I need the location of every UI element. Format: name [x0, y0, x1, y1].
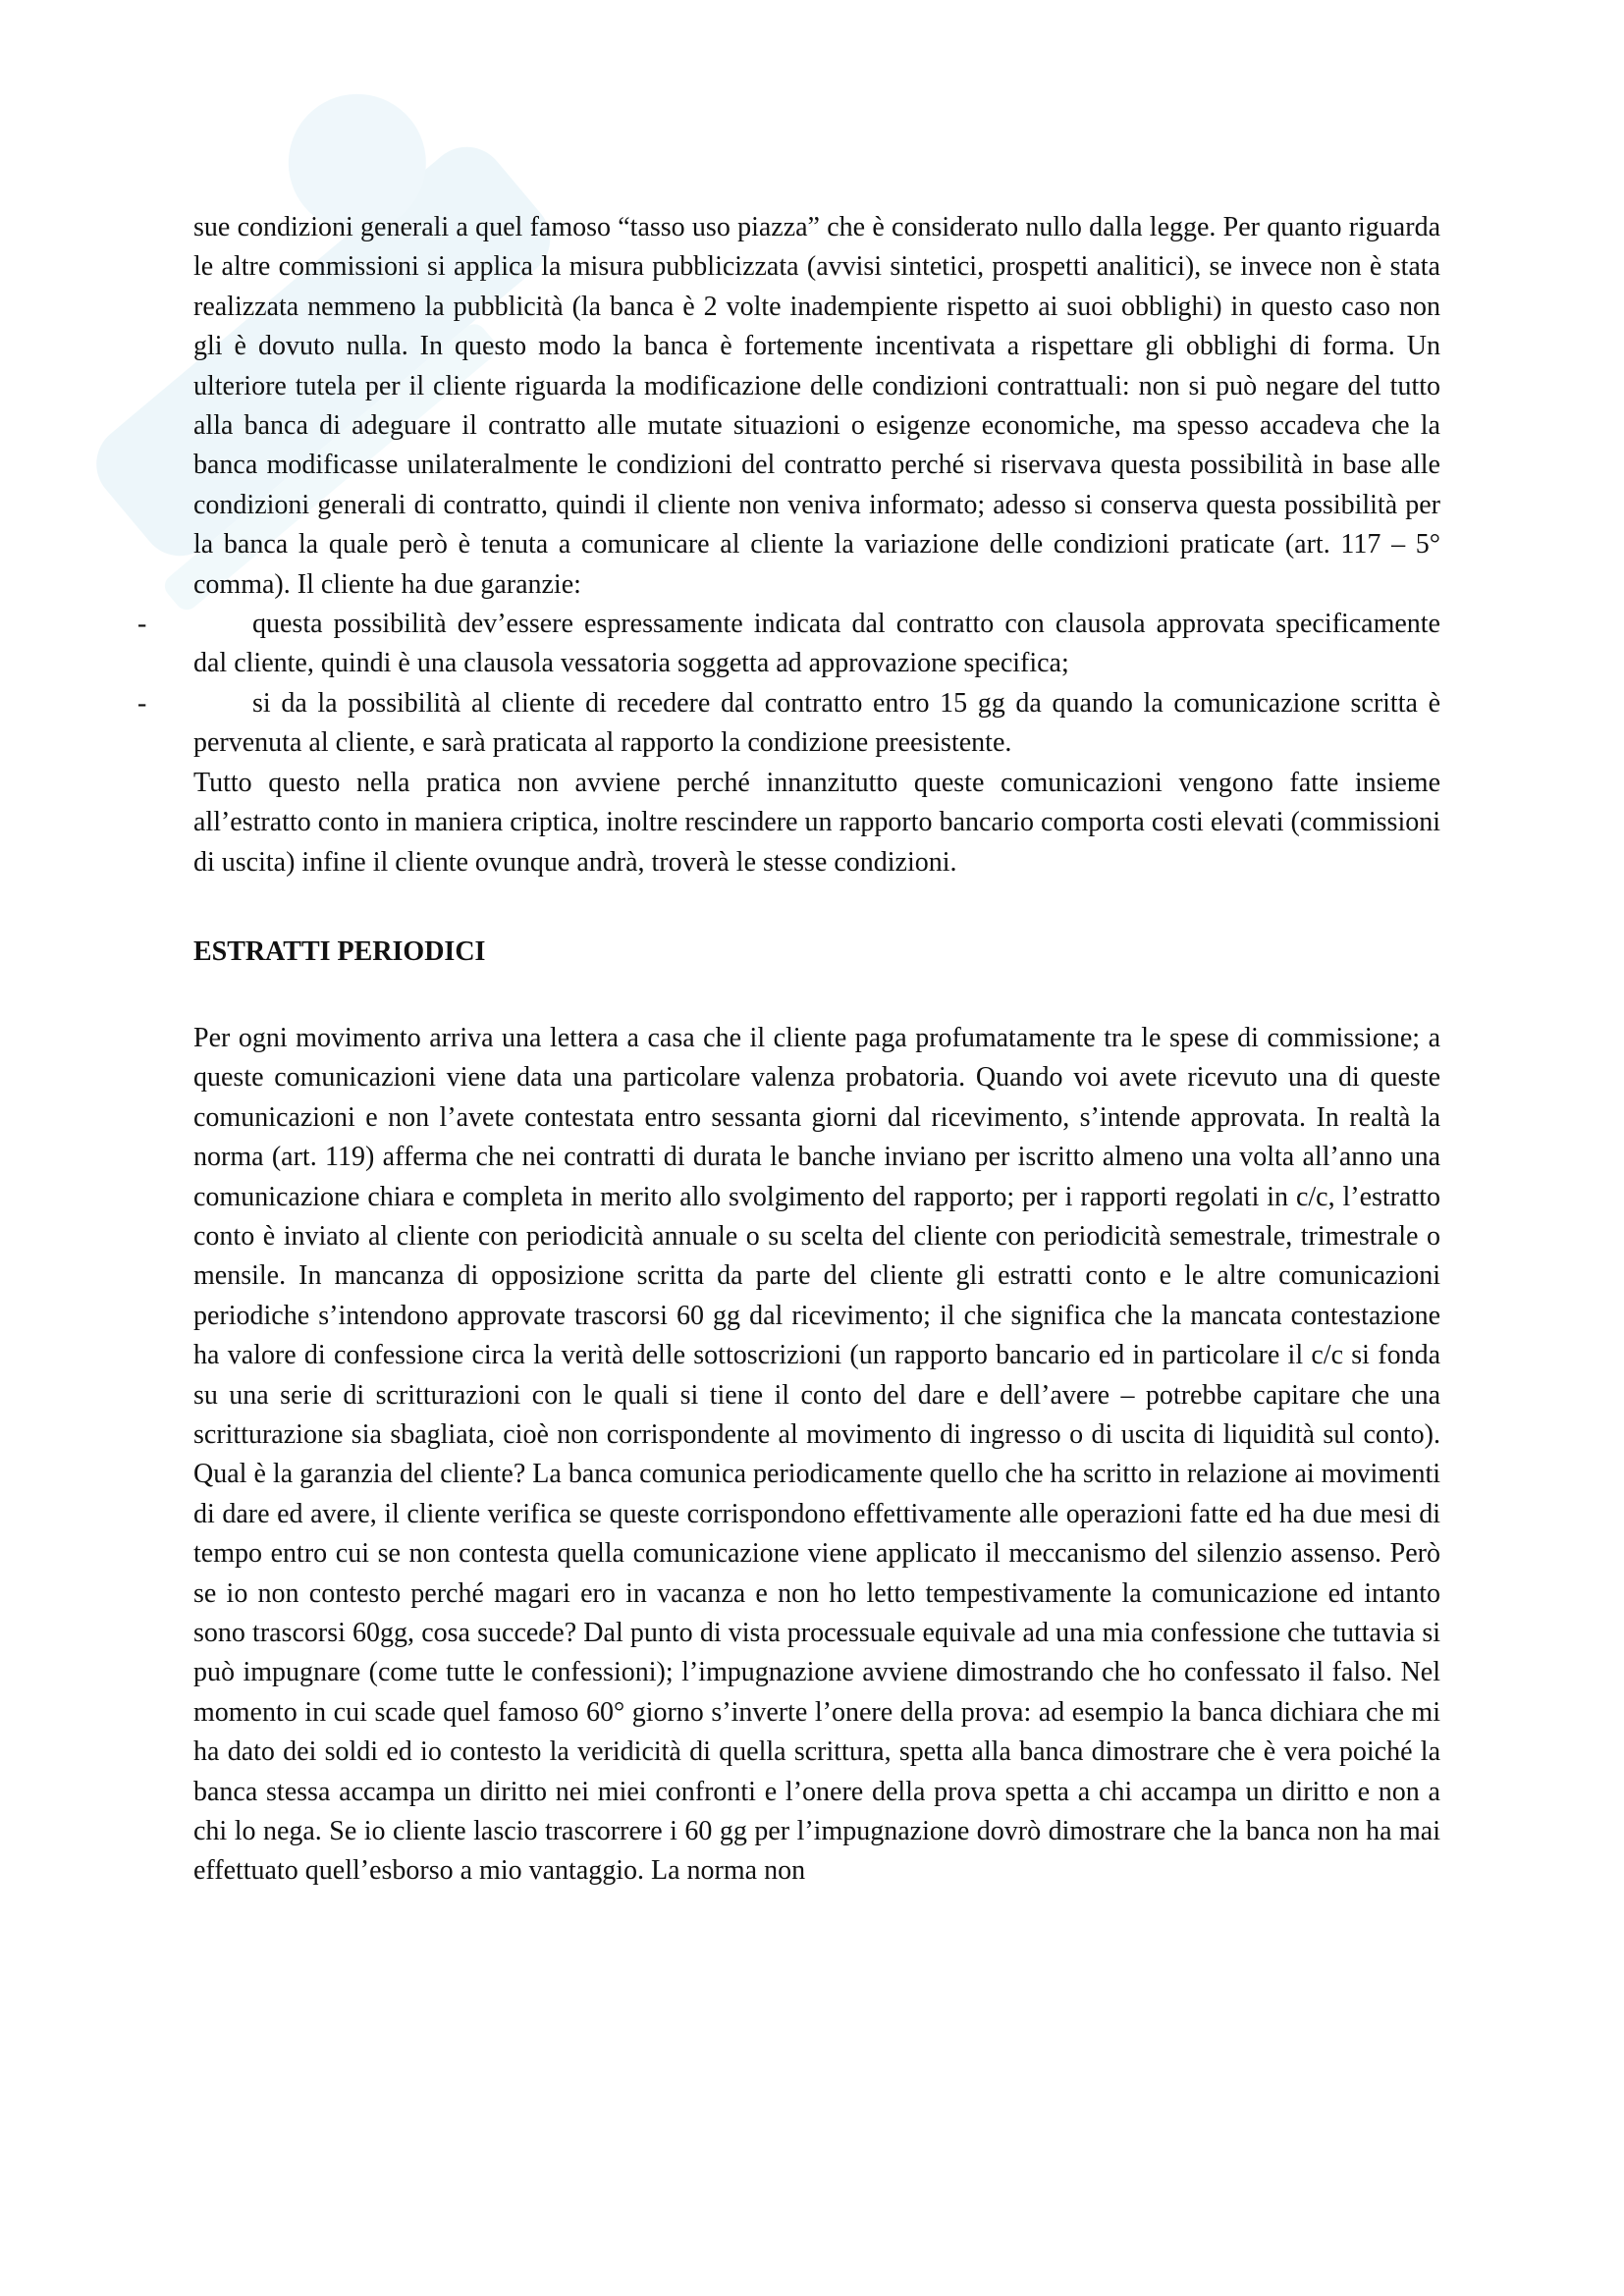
list-bullet: - — [137, 687, 147, 719]
list-item-text: questa possibilità dev’essere espressamente indicata dal contratto con clausola approvata specificamente dal cliente, quindi è una clausola vessatoria soggetta ad approvazione specifica; — [193, 609, 1440, 679]
paragraph-estratti: Per ogni movimento arriva una lettera a casa che il cliente paga profumatamente tra le spese di commissione; a queste comunicazioni viene data una particolare valenza probatoria. Quando voi avete ricevuto una di queste comunicazioni e non l’avete contestata entro sessanta giorni dal ricevimento, s’intende approvata. In realtà la norma (art. 119) afferma che nei contratti di durata le banche inviano per iscritto almeno una volta all’anno una comunicazione chiara e completa in merito allo svolgimento del rapporto; per i rapporti regolati in c/c, l’estratto conto è inviato al cliente con periodicità annuale o su scelta del cliente con periodicità semestrale, trimestrale o mensile. In mancanza di opposizione scritta da parte del cliente gli estratti conto e le altre comunicazioni periodiche s’intendono approvate trascorsi 60 gg dal ricevimento; il che significa che la mancata contestazione ha valore di confessione circa la verità delle sottoscrizioni (un rapporto bancario ed in particolare il c/c si fonda su una serie di scritturazioni con le quali si tiene il conto del dare e dell’avere – potrebbe capitare che una scritturazione sia sbagliata, cioè non corrispondente al movimento di ingresso o di uscita di liquidità sul conto). Qual è la garanzia del cliente? La banca comunica periodicamente quello che ha scritto in relazione ai movimenti di dare ed avere, il cliente verifica se queste corrispondono effettivamente alle operazioni fatte ed ha due mesi di tempo entro cui se non contesta quella comunicazione viene applicato il meccanismo del silenzio assenso. Però se io non contesto perché magari ero in vacanza e non ho letto tempestivamente la comunicazione ed intanto sono trascorsi 60gg, cosa succede? Dal punto di vista processuale equivale ad una mia confessione che tuttavia si può impugnare (come tutte le confessioni); l’impugnazione avviene dimostrando che ho confessato il falso. Nel momento in cui scade quel famoso 60° giorno s’inverte l’onere della prova: ad esempio la banca dichiara che mi ha dato dei soldi ed io contesto la veridicità di quella scrittura, spetta alla banca dimostrare che è vera poiché la banca stessa accampa un diritto nei miei confronti e l’onere della prova spetta a chi accampa un diritto e non a chi lo nega. Se io cliente lascio trascorrere i 60 gg per l’impugnazione dovrò dimostrare che la banca non ha mai effettuato quell’esborso a mio vantaggio. La norma non — [193, 1022, 1440, 1887]
list-item — [137, 605, 1440, 684]
list-bullet: - — [137, 609, 147, 640]
list-item — [137, 684, 1440, 764]
document-page — [137, 208, 1440, 1892]
list-item-text: si da la possibilità al cliente di recedere dal contratto entro 15 gg da quando la comunicazione scritta è pervenuta al cliente, e sarà praticata al rapporto la condizione preesistente. — [193, 687, 1440, 759]
section-heading: ESTRATTI PERIODICI — [193, 935, 486, 967]
guarantees-list — [137, 605, 1440, 764]
paragraph-intro: sue condizioni generali a quel famoso “tasso uso piazza” che è considerato nullo dalla legge. Per quanto riguarda le altre commissioni si applica la misura pubblicizzata (avvisi sintetici, prospetti analitici), se invece non è stata realizzata nemmeno la pubblicità (la banca è 2 volte inadempiente rispetto ai suoi obblighi) in questo caso non gli è dovuto nulla. In questo modo la banca è fortemente incentivata a rispettare gli obblighi di forma. Un ulteriore tutela per il cliente riguarda la modificazione delle condizioni contrattuali: non si può negare del tutto alla banca di adeguare il contratto alle mutate situazioni o esigenze economiche, ma spesso accadeva che la banca modificasse unilateralmente le condizioni del contratto perché si riservava questa possibilità in base alle condizioni generali di contratto, quindi il cliente non veniva informato; adesso si conserva questa possibilità per la banca la quale però è tenuta a comunicare al cliente la variazione delle condizioni praticate (art. 117 – 5° comma). Il cliente ha due garanzie: — [193, 212, 1440, 600]
paragraph-practice: Tutto questo nella pratica non avviene perché innanzitutto queste comunicazioni vengono fatte insieme all’estratto conto in maniera criptica, inoltre rescindere un rapporto bancario comporta costi elevati (commissioni di uscita) infine il cliente ovunque andrà, troverà le stesse condizioni. — [193, 767, 1440, 878]
